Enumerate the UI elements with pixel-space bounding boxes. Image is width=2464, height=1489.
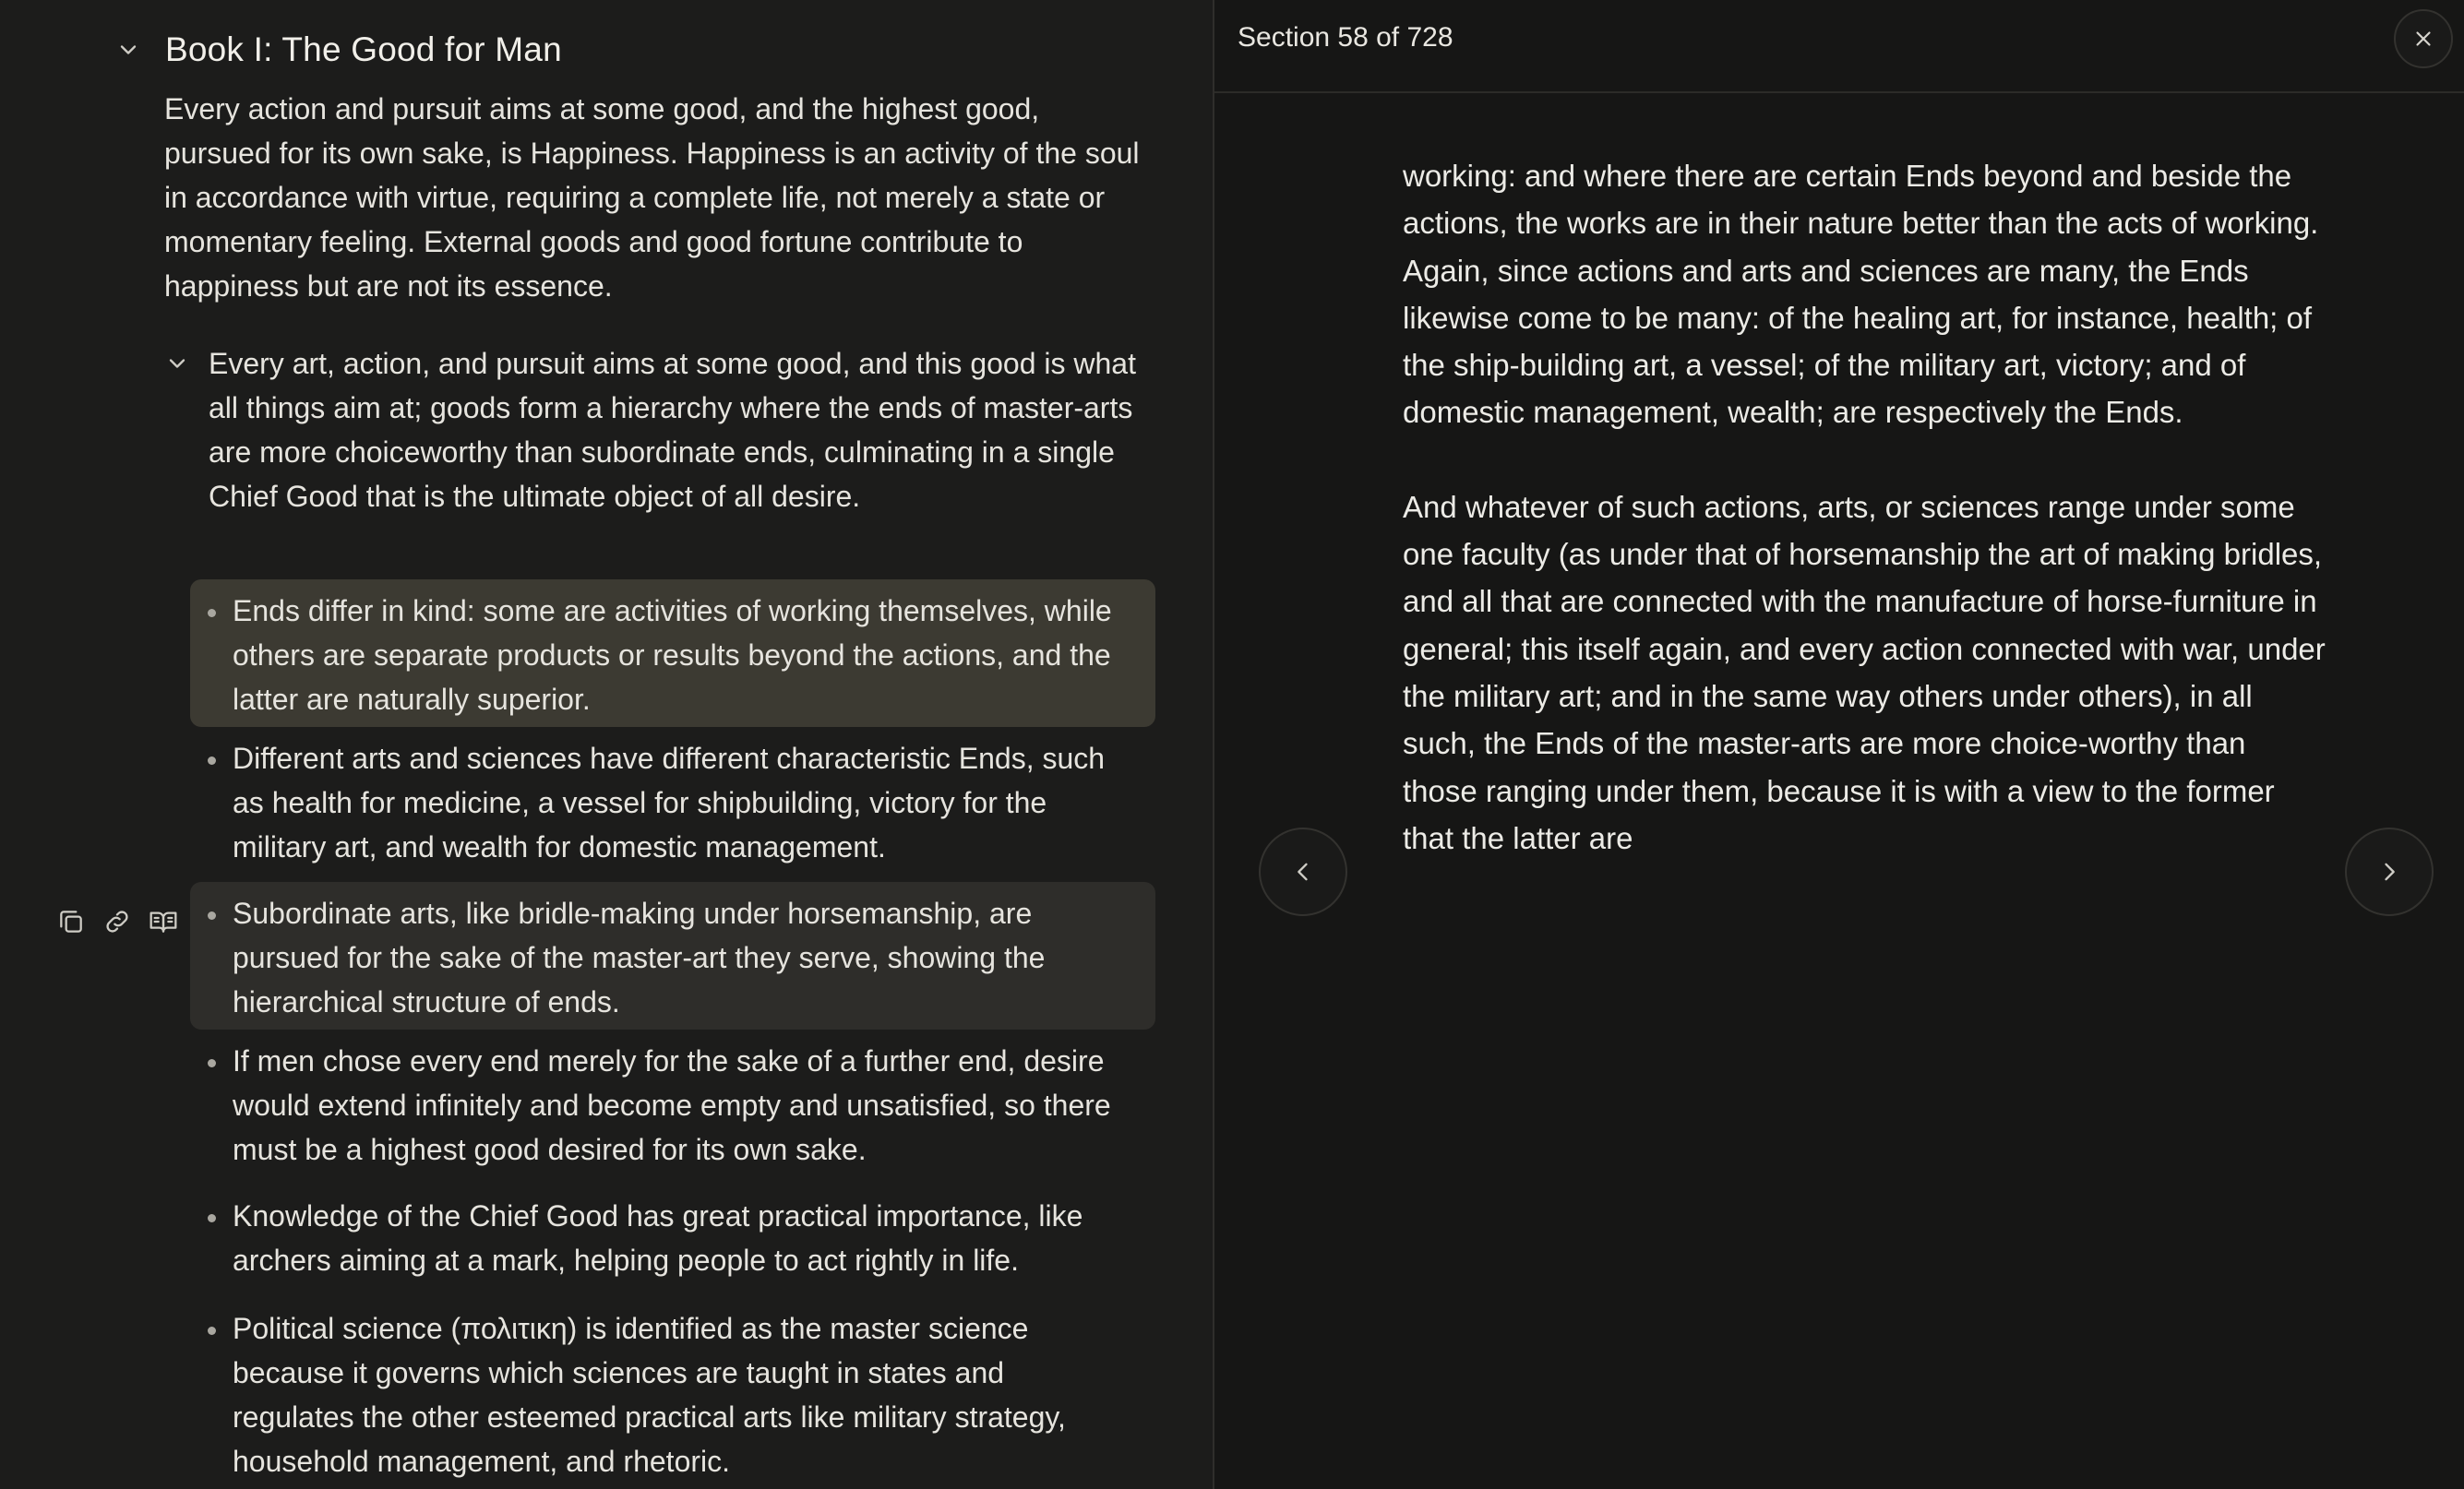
list-item-text: Subordinate arts, like bridle-making under horsemanship, are pursued for the sake of the master-art they serve, showing the hierarchical structure of ends. <box>233 897 1046 1018</box>
list-item[interactable] <box>190 727 1155 882</box>
list-item[interactable] <box>190 882 1155 1030</box>
chevron-right-icon <box>2376 859 2402 885</box>
next-section-button[interactable] <box>2345 828 2434 916</box>
chevron-down-icon[interactable] <box>164 351 190 376</box>
book-open-icon[interactable] <box>146 904 181 939</box>
previous-section-button[interactable] <box>1259 828 1347 916</box>
list-item-text: Knowledge of the Chief Good has great practical importance, like archers aiming at a mark, helping people to act rightly in life. <box>233 1199 1083 1277</box>
book-title: Book I: The Good for Man <box>165 30 562 68</box>
row-toolbar <box>54 904 181 939</box>
close-icon <box>2411 27 2435 51</box>
list-item[interactable] <box>190 1030 1155 1185</box>
list-item-text: If men chose every end merely for the sake of a further end, desire would extend infinitely and become empty and unsatisfied, so there must be a highest good desired for its own sake. <box>233 1044 1111 1166</box>
list-item-text: Ends differ in kind: some are activities of working themselves, while others are separate products or results beyond the actions, and the latter are naturally superior. <box>233 594 1112 716</box>
book-summary: Every action and pursuit aims at some good, and the highest good, pursued for its own sake, is Happiness. Happiness is an activity of the soul in accordance with virtue, requiring a complete life, not merely a state or momentary feeling. External goods and good fortune contribute to happiness but are not its essence. <box>164 92 1140 303</box>
reader-pane <box>1214 0 2464 1489</box>
list-item-text: Political science (πολιτικη) is identified as the master science because it governs which sciences are taught in states and regulates the other esteemed practical arts like military strategy, household management, and rhetoric. <box>233 1312 1066 1478</box>
list-item[interactable] <box>190 1297 1155 1489</box>
source-paragraph: And whatever of such actions, arts, or sciences range under some one faculty (as under that of horsemanship the art of making bridles, and all that are connected with the manufacture of horse-furniture in general; this itself again, and every action connected with war, under the military art; and in the same way others under others), in all such, the Ends of the master-arts are more choice-worthy than those ranging under them, because it is with a view to the former that the latter are <box>1403 489 2326 855</box>
link-icon[interactable] <box>100 904 135 939</box>
list-item-text: Different arts and sciences have different characteristic Ends, such as health for medicine, a vessel for shipbuilding, victory for the military art, and wealth for domestic management. <box>233 742 1106 864</box>
source-paragraph: working: and where there are certain Ends beyond and beside the actions, the works are in their nature better than the acts of working. Again, since actions and arts and sciences are many, the Ends likewise come to be many: of the healing art, for instance, health; of the ship-building art, a vessel; of the military art, victory; and of domestic management, wealth; are respectively the Ends. <box>1403 159 2319 430</box>
close-button[interactable] <box>2394 9 2453 68</box>
section-counter: Section 58 of 728 <box>1238 22 1453 53</box>
section-summary: Every art, action, and pursuit aims at some good, and this good is what all things aim at; goods form a hierarchy where the ends of master-arts are more choiceworthy than subordinate ends, culminating in a single Chief Good that is the ultimate object of all desire. <box>209 347 1136 513</box>
outline-pane <box>0 0 1213 1489</box>
chevron-left-icon <box>1290 859 1316 885</box>
reader-header <box>1214 0 2464 93</box>
list-item[interactable] <box>190 579 1155 727</box>
source-text <box>1403 152 2326 862</box>
chevron-down-icon[interactable] <box>115 37 141 63</box>
book-header[interactable] <box>115 26 562 74</box>
list-item[interactable] <box>190 1185 1155 1297</box>
copy-icon[interactable] <box>54 904 89 939</box>
key-points-list <box>190 579 1155 1489</box>
